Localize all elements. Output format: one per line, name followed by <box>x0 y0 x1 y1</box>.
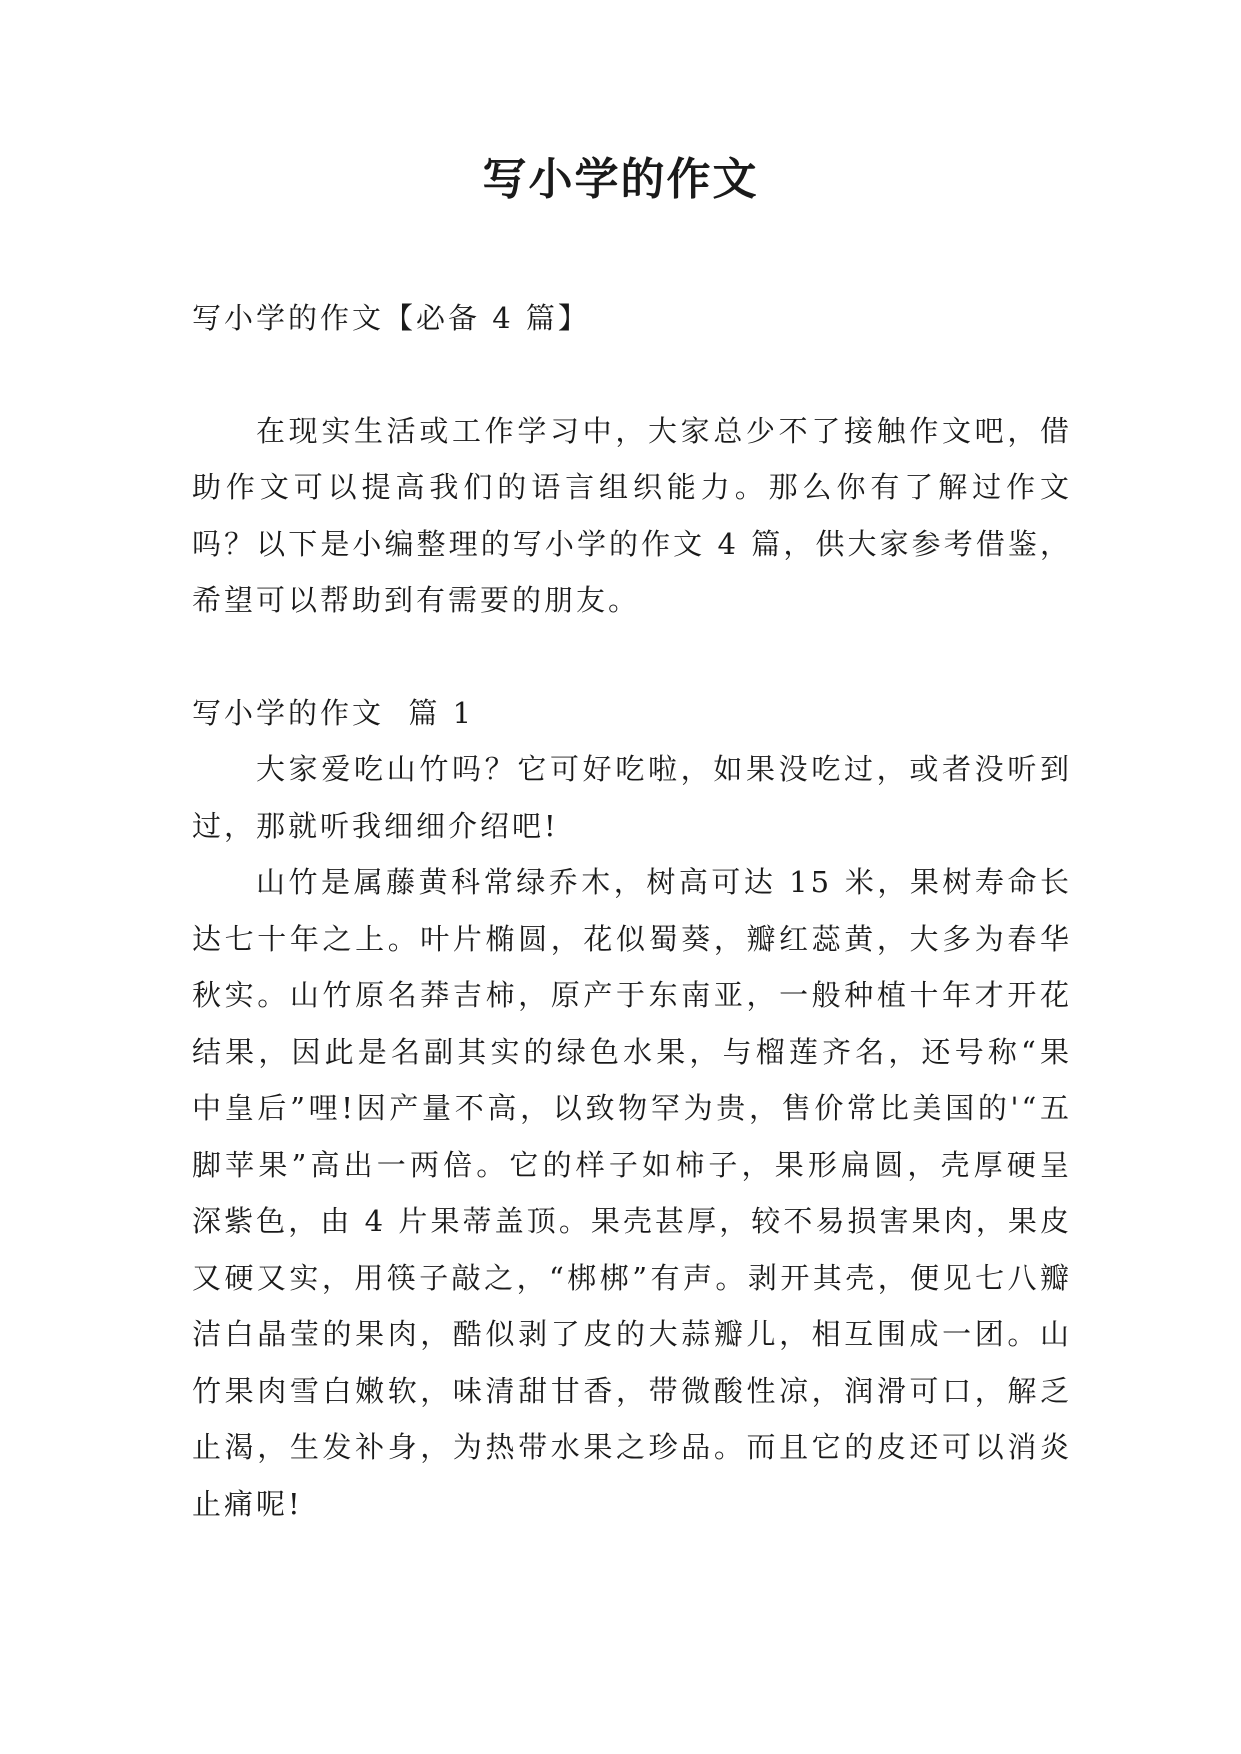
document-body <box>192 290 1072 1532</box>
spacer <box>192 347 1072 403</box>
section-paragraph: 山竹是属藤黄科常绿乔木，树高可达 15 米，果树寿命长达七十年之上。叶片椭圆，花似蜀葵，瓣红蕊黄，大多为春华秋实。山竹原名莽吉柿，原产于东南亚，一般种植十年才开花结果，因此是名副其实的绿色水果，与榴莲齐名，还号称“果中皇后”哩!因产量不高，以致物罕为贵，售价常比美国的'“五脚苹果”高出一两倍。它的样子如柿子，果形扁圆，壳厚硬呈深紫色，由 4 片果蒂盖顶。果壳甚厚，较不易损害果肉，果皮又硬又实，用筷子敲之，“梆梆”有声。剥开其壳，便见七八瓣洁白晶莹的果肉，酷似剥了皮的大蒜瓣儿，相互围成一团。山竹果肉雪白嫩软，味清甜甘香，带微酸性凉，润滑可口，解乏止渴，生发补身，为热带水果之珍品。而且它的皮还可以消炎止痛呢! <box>192 865 1072 1521</box>
spacer <box>192 629 1072 685</box>
document-title: 写小学的作文 <box>482 154 759 205</box>
section-heading: 写小学的作文 篇 1 <box>192 695 475 730</box>
section-paragraph: 大家爱吃山竹吗？它可好吃啦，如果没吃过，或者没听到过，那就听我细细介绍吧! <box>192 752 1072 843</box>
intro-paragraph: 在现实生活或工作学习中，大家总少不了接触作文吧，借助作文可以提高我们的语言组织能力。那么你有了解过作文吗？以下是小编整理的写小学的作文 4 篇，供大家参考借鉴，希望可以帮助到有需要的朋友。 <box>192 413 1072 617</box>
document-subtitle: 写小学的作文【必备 4 篇】 <box>192 301 590 335</box>
